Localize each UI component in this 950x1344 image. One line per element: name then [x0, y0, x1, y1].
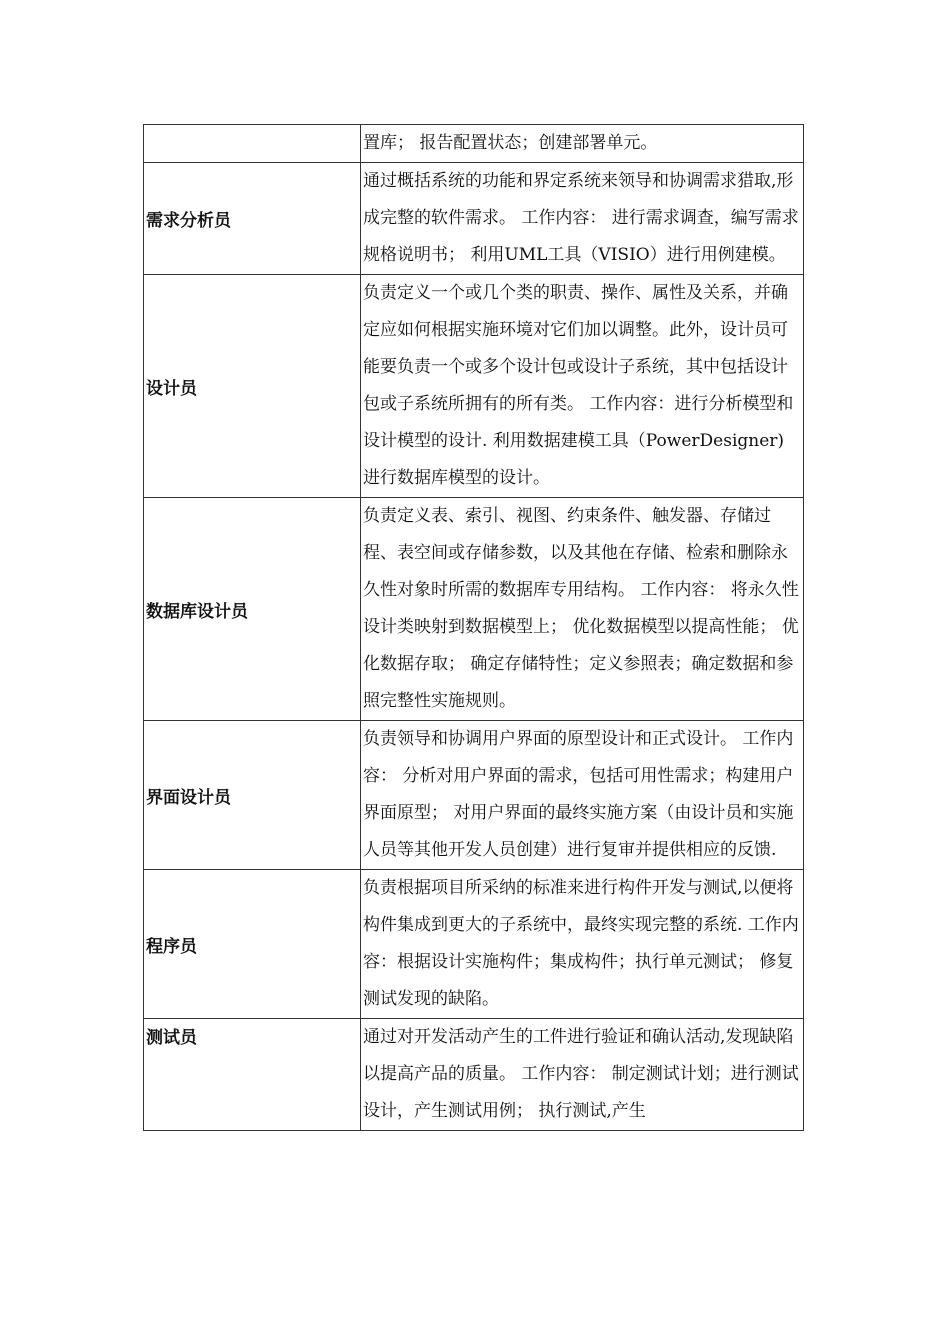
role-cell: 需求分析员 — [144, 163, 361, 275]
description-cell: 置库； 报告配置状态；创建部署单元。 — [361, 125, 804, 163]
table-row — [144, 125, 804, 163]
table-row — [144, 870, 804, 1019]
description-cell: 负责根据项目所采纳的标准来进行构件开发与测试,以便将构件集成到更大的子系统中，最终实现完整的系统. 工作内容：根据设计实施构件；集成构件；执行单元测试； 修复测试发现的缺陷。 — [361, 870, 804, 1019]
role-cell: 程序员 — [144, 870, 361, 1019]
table-row — [144, 721, 804, 870]
role-cell: 界面设计员 — [144, 721, 361, 870]
roles-table — [143, 124, 804, 1131]
description-cell: 负责定义表、索引、视图、约束条件、触发器、存储过程、表空间或存储参数，以及其他在存储、检索和删除永久性对象时所需的数据库专用结构。 工作内容： 将永久性设计类映射到数据模型上； 优化数据模型以提高性能； 优化数据存取； 确定存储特性；定义参照表；确定数据和参照完整性实施规则。 — [361, 498, 804, 721]
table-row — [144, 498, 804, 721]
table-row — [144, 1019, 804, 1131]
table-row — [144, 275, 804, 498]
description-cell: 通过对开发活动产生的工件进行验证和确认活动,发现缺陷以提高产品的质量。 工作内容： 制定测试计划；进行测试设计，产生测试用例； 执行测试,产生 — [361, 1019, 804, 1131]
role-cell: 数据库设计员 — [144, 498, 361, 721]
table-row — [144, 163, 804, 275]
description-cell: 负责领导和协调用户界面的原型设计和正式设计。 工作内容： 分析对用户界面的需求，包括可用性需求；构建用户界面原型； 对用户界面的最终实施方案（由设计员和实施人员等其他开发人员创建）进行复审并提供相应的反馈. — [361, 721, 804, 870]
role-cell: 设计员 — [144, 275, 361, 498]
role-cell — [144, 125, 361, 163]
description-cell: 通过概括系统的功能和界定系统来领导和协调需求猎取,形成完整的软件需求。 工作内容： 进行需求调查，编写需求规格说明书； 利用UML工具（VISIO）进行用例建模。 — [361, 163, 804, 275]
role-cell: 测试员 — [144, 1019, 361, 1131]
description-cell: 负责定义一个或几个类的职责、操作、属性及关系，并确定应如何根据实施环境对它们加以调整。此外，设计员可能要负责一个或多个设计包或设计子系统，其中包括设计包或子系统所拥有的所有类。 工作内容：进行分析模型和设计模型的设计. 利用数据建模工具（PowerDesigner)进行数据库模型的设计。 — [361, 275, 804, 498]
